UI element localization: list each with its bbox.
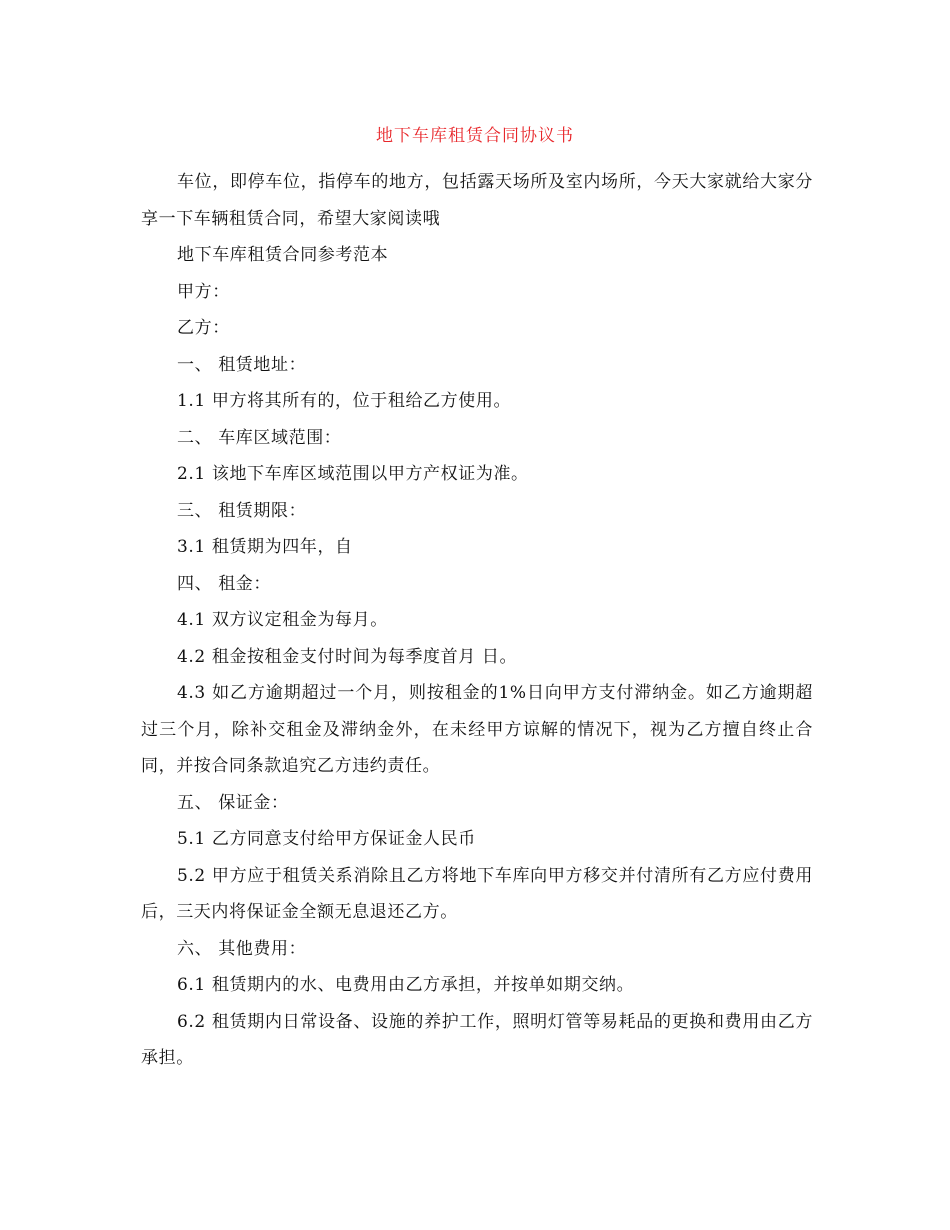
- section-heading-1: 一、 租赁地址：: [177, 354, 307, 375]
- paragraph-party-b: 乙方：: [177, 318, 230, 338]
- clause-3-1: 3.1 租赁期为四年，自: [177, 537, 353, 557]
- clause-5-1: 5.1 乙方同意支付给甲方保证金人民币: [177, 829, 476, 849]
- clause-5-2: 5.2 甲方应于租赁关系消除且乙方将地下车库向甲方移交并付清所有乙方应付费用后，三天内将保证金全额无息退还乙方。: [141, 865, 813, 922]
- section-heading-4: 四、 租金：: [177, 573, 272, 594]
- clause-4-2: 4.2 租金按租金支付时间为每季度首月 日。: [177, 646, 518, 667]
- section-heading-6: 六、 其他费用：: [177, 938, 307, 959]
- clause-6-2: 6.2 租赁期内日常设备、设施的养护工作，照明灯管等易耗品的更换和费用由乙方承担。: [141, 1011, 813, 1068]
- section-heading-2: 二、 车库区域范围：: [177, 427, 342, 448]
- paragraph-reference-title: 地下车库租赁合同参考范本: [177, 245, 389, 265]
- clause-4-3: 4.3 如乙方逾期超过一个月，则按租金的1%日向甲方支付滞纳金。如乙方逾期超过三个月，除补交租金及滞纳金外，在未经甲方谅解的情况下，视为乙方擅自终止合同，并按合同条款追究乙方违约责任。: [141, 683, 813, 776]
- clause-2-1: 2.1 该地下车库区域范围以甲方产权证为准。: [177, 464, 529, 484]
- clause-1-1: 1.1 甲方将其所有的，位于租给乙方使用。: [177, 391, 512, 411]
- clause-4-1: 4.1 双方议定租金为每月。: [177, 610, 388, 630]
- clause-6-1: 6.1 租赁期内的水、电费用由乙方承担，并按单如期交纳。: [177, 975, 635, 995]
- paragraph-party-a: 甲方：: [177, 281, 230, 302]
- paragraph-intro: 车位，即停车位，指停车的地方，包括露天场所及室内场所，今天大家就给大家分享一下车辆租赁合同，希望大家阅读哦: [141, 172, 813, 229]
- section-heading-3: 三、 租赁期限：: [177, 500, 307, 521]
- document-body: [141, 164, 813, 1077]
- section-heading-5: 五、 保证金：: [177, 792, 289, 813]
- document-title: 地下车库租赁合同协议书: [376, 126, 574, 146]
